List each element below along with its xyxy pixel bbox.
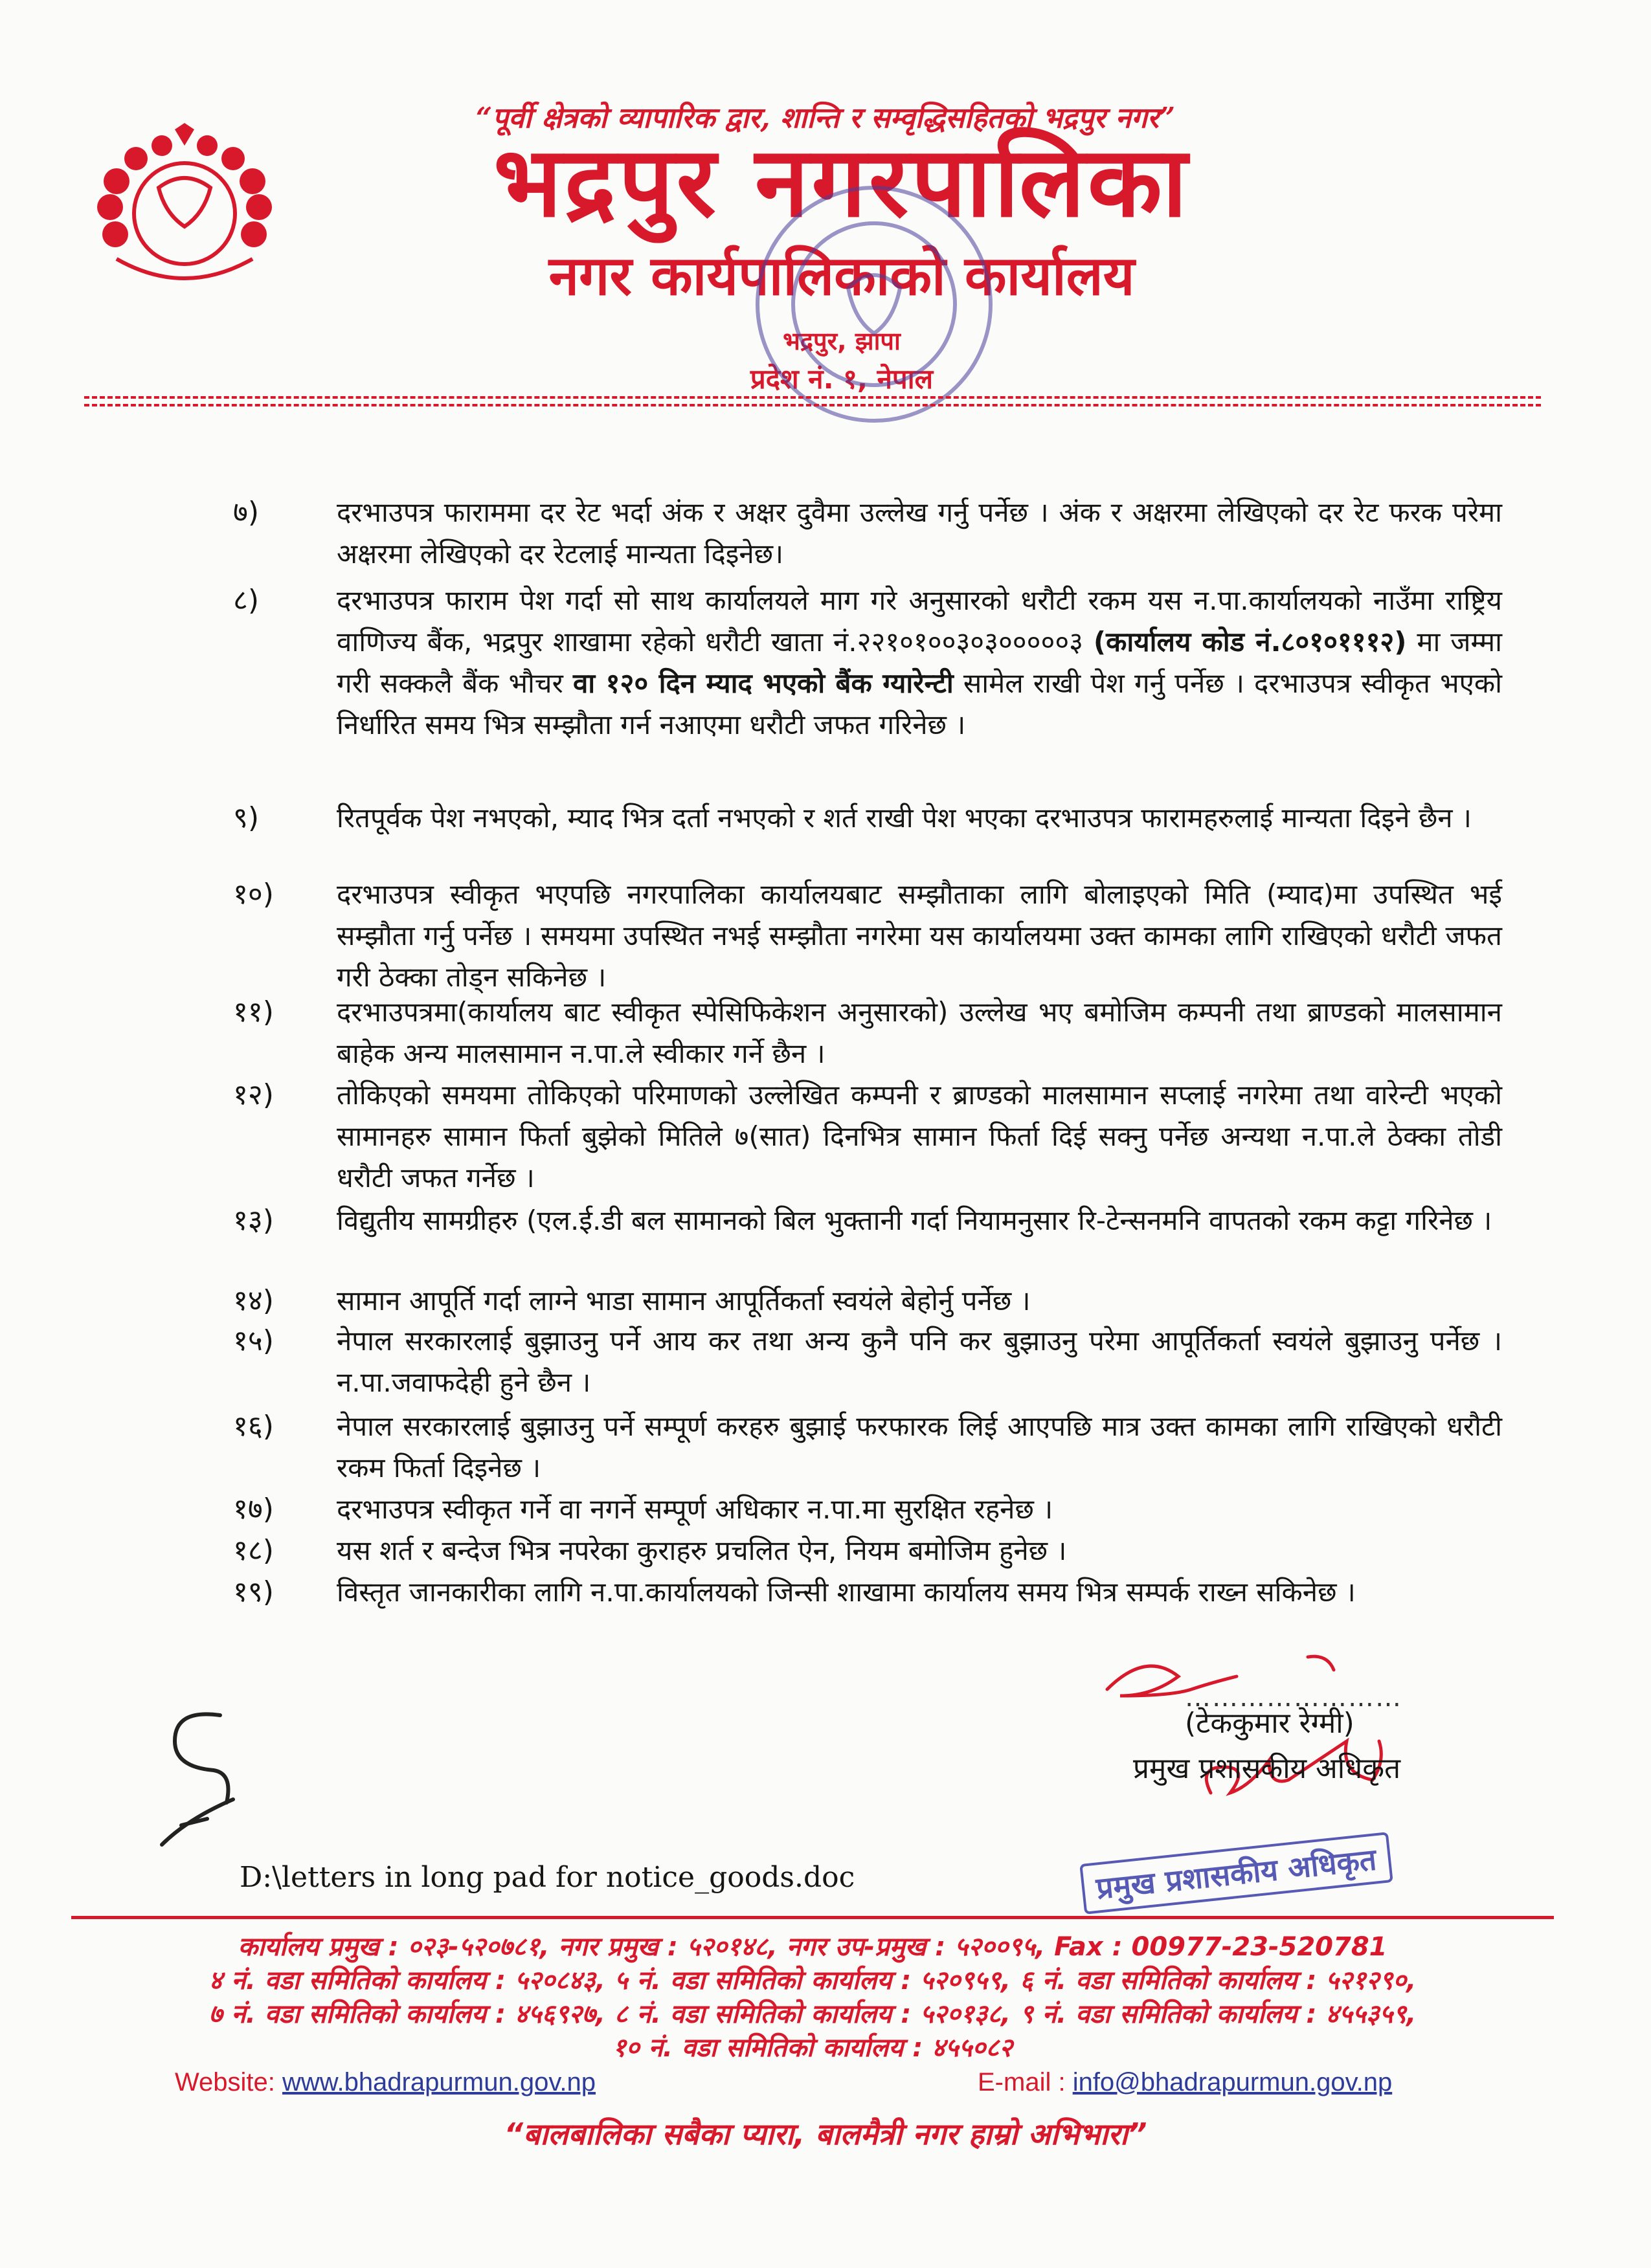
clause-text: नेपाल सरकारलाई बुझाउनु पर्ने आय कर तथा अन्य कुनै पनि कर बुझाउनु परेमा आपूर्तिकर्ता स्वयंले बुझाउनु पर्नेछ । न.पा.जवाफदेही हुने छैन । [337, 1325, 1502, 1398]
header-divider [84, 396, 1541, 399]
address-line-2: प्रदेश नं. १, नेपाल [750, 363, 934, 395]
clause-number: १४) [233, 1284, 274, 1317]
clause-number: ८) [233, 584, 260, 617]
address-line-1: भद्रपुर, झापा [783, 327, 901, 355]
footer-divider [71, 1916, 1554, 1919]
footer-contact-line-2: ४ नं. वडा समितिको कार्यालय : ५२०८४३, ५ नं. वडा समितिको कार्यालय : ५२०९५९, ६ नं. वडा समितिको कार्यालय : ५२१२९०, [208, 1966, 1417, 1996]
designation-stamp: प्रमुख प्रशासकीय अधिकृत [1079, 1832, 1393, 1915]
municipality-name: भद्रपुर नगरपालिका [493, 126, 1190, 239]
footer-contact-line-1: कार्यालय प्रमुख : ०२३-५२०७८१, नगर प्रमुख : ५२०१४८, नगर उप-प्रमुख : ५२००९५, Fax : 00977-23-520781 [238, 1932, 1387, 1962]
clause-number: १२) [233, 1078, 274, 1111]
clause-text: दरभाउपत्र फाराममा दर रेट भर्दा अंक र अक्षर दुवैमा उल्लेख गर्नु पर्नेछ । अंक र अक्षरमा लेखिएको दर रेट फरक परेमा अक्षरमा लेखिएको दर रेटलाई मान्यता दिइनेछ। [337, 496, 1502, 570]
clause-number: १३) [233, 1204, 274, 1237]
clause-number: ७) [233, 496, 260, 529]
file-path-text: D:\letters in long pad for notice_goods.doc [240, 1861, 855, 1894]
bank-guarantee-text: वा १२० दिन म्याद भएको बैंक ग्यारेन्टी [572, 667, 954, 699]
clause-text-part: मा जम्मा गरी सक्कलै बैंक भौचर [337, 626, 1502, 699]
header-slogan: “पूर्वी क्षेत्रको व्यापारिक द्वार, शान्ति र सम्वृद्धिसहितको भद्रपुर नगर” [475, 102, 1176, 135]
footer-email [978, 2068, 1392, 2097]
email-link[interactable]: info@bhadrapurmun.gov.np [1072, 2068, 1393, 2096]
office-seal-stamp-icon [745, 175, 1004, 434]
clause-number: १७) [233, 1493, 274, 1526]
handwritten-mark-icon [142, 1696, 259, 1851]
clause-text: विद्युतीय सामग्रीहरु (एल.ई.डी बल सामानको बिल भुक्तानी गर्दा नियामनुसार रि-टेन्सनमनि वापतको रकम कट्टा गरिनेछ । [337, 1205, 1492, 1236]
clause-number: १९) [233, 1575, 274, 1608]
clause-text: दरभाउपत्रमा(कार्यालय बाट स्वीकृत स्पेसिफिकेशन अनुसारको) उल्लेख भए बमोजिम कम्पनी तथा ब्राण्डको मालसामान बाहेक अन्य मालसामान न.पा.ले स्वीकार गर्ने छैन । [337, 996, 1502, 1069]
clause-number: १०) [233, 878, 274, 911]
signatory-title: प्रमुख प्रशासकीय अधिकृत [1133, 1752, 1401, 1785]
clause-text: तोकिएको समयमा तोकिएको परिमाणको उल्लेखित कम्पनी र ब्राण्डको मालसामान सप्लाई नगरेमा तथा वारेन्टी भएको सामानहरु सामान फिर्ता बुझेको मितिले ७(सात) दिनभित्र सामान फिर्ता दिई सक्नु पर्नेछ अन्यथा न.पा.ले ठेक्का तोडी धरौटी जफत गर्नेछ । [337, 1079, 1502, 1194]
signature-line: …………………… [1185, 1683, 1402, 1713]
clause-number: ९) [233, 801, 260, 834]
signatory-name: (टेककुमार रेग्मी) [1185, 1707, 1354, 1740]
clause-number: ११) [233, 995, 274, 1028]
clause-text: दरभाउपत्र स्वीकृत भएपछि नगरपालिका कार्यालयबाट सम्झौताका लागि बोलाइएको मिति (म्याद)मा उपस्थित भई सम्झौता गर्नु पर्नेछ । समयमा उपस्थित नभई सम्झौता नगरेमा यस कार्यालयमा उक्त कामका लागि राखिएको धरौटी जफत गरी ठेक्का तोड्न सकिनेछ । [337, 878, 1502, 993]
clause-text: यस शर्त र बन्देज भित्र नपरेका कुराहरु प्रचलित ऐन, नियम बमोजिम हुनेछ । [337, 1535, 1067, 1566]
clause-text-part: दरभाउपत्र फाराम पेश गर्दा सो साथ कार्यालयले माग गरे अनुसारको धरौटी रकम यस न.पा.कार्यालयको नाउँमा राष्ट्रिय वाणिज्य बैंक, भद्रपुर शाखामा रहेको धरौटी खाता नं.२२१०१००३०३०००००३ [337, 584, 1502, 658]
website-link[interactable]: www.bhadrapurmun.gov.np [282, 2068, 596, 2096]
footer-contact-line-3: ७ नं. वडा समितिको कार्यालय : ४५६९२७, ८ नं. वडा समितिको कार्यालय : ५२०१३८, ९ नं. वडा समितिको कार्यालय : ४५५३५९, [208, 1999, 1417, 2029]
footer-contact-line-4: १० नं. वडा समितिको कार्यालय : ४५५०८२ [612, 2033, 1013, 2063]
clause-number: १६) [233, 1410, 274, 1443]
clause-text: विस्तृत जानकारीका लागि न.पा.कार्यालयको जिन्सी शाखामा कार्यालय समय भित्र सम्पर्क राख्न सकिनेछ । [337, 1576, 1356, 1608]
email-label: E-mail : [978, 2068, 1073, 2096]
nepal-emblem-icon [91, 123, 278, 298]
clause-text: रितपूर्वक पेश नभएको, म्याद भित्र दर्ता नभएको र शर्त राखी पेश भएका दरभाउपत्र फारामहरुलाई मान्यता दिइने छैन । [337, 802, 1472, 834]
header-divider-2 [84, 404, 1541, 406]
clause-text [337, 580, 1502, 746]
clause-text: सामान आपूर्ति गर्दा लाग्ने भाडा सामान आपूर्तिकर्ता स्वयंले बेहोर्नु पर्नेछ । [337, 1285, 1031, 1317]
footer-website [175, 2068, 596, 2097]
office-name: नगर कार्यपालिकाको कार्यालय [548, 244, 1135, 307]
office-code-text: (कार्यालय कोड नं.८०१०१११२) [1093, 626, 1407, 658]
clause-number: १८) [233, 1534, 274, 1567]
clause-text: नेपाल सरकारलाई बुझाउनु पर्ने सम्पूर्ण करहरु बुझाई फरफारक लिई आएपछि मात्र उक्त कामका लागि राखिएको धरौटी रकम फिर्ता दिइनेछ । [337, 1410, 1502, 1484]
clause-text: दरभाउपत्र स्वीकृत गर्ने वा नगर्ने सम्पूर्ण अधिकार न.पा.मा सुरक्षित रहनेछ । [337, 1493, 1053, 1525]
clause-number: १५) [233, 1324, 274, 1357]
footer-motto: “बालबालिका सबैका प्यारा, बालमैत्री नगर हाम्रो अभिभारा” [504, 2117, 1147, 2151]
clause-text-part: सामेल राखी पेश गर्नु पर्नेछ । दरभाउपत्र स्वीकृत भएको निर्धारित समय भित्र सम्झौता गर्न नआएमा धरौटी जफत गरिनेछ । [337, 667, 1503, 740]
website-label: Website: [175, 2068, 282, 2096]
